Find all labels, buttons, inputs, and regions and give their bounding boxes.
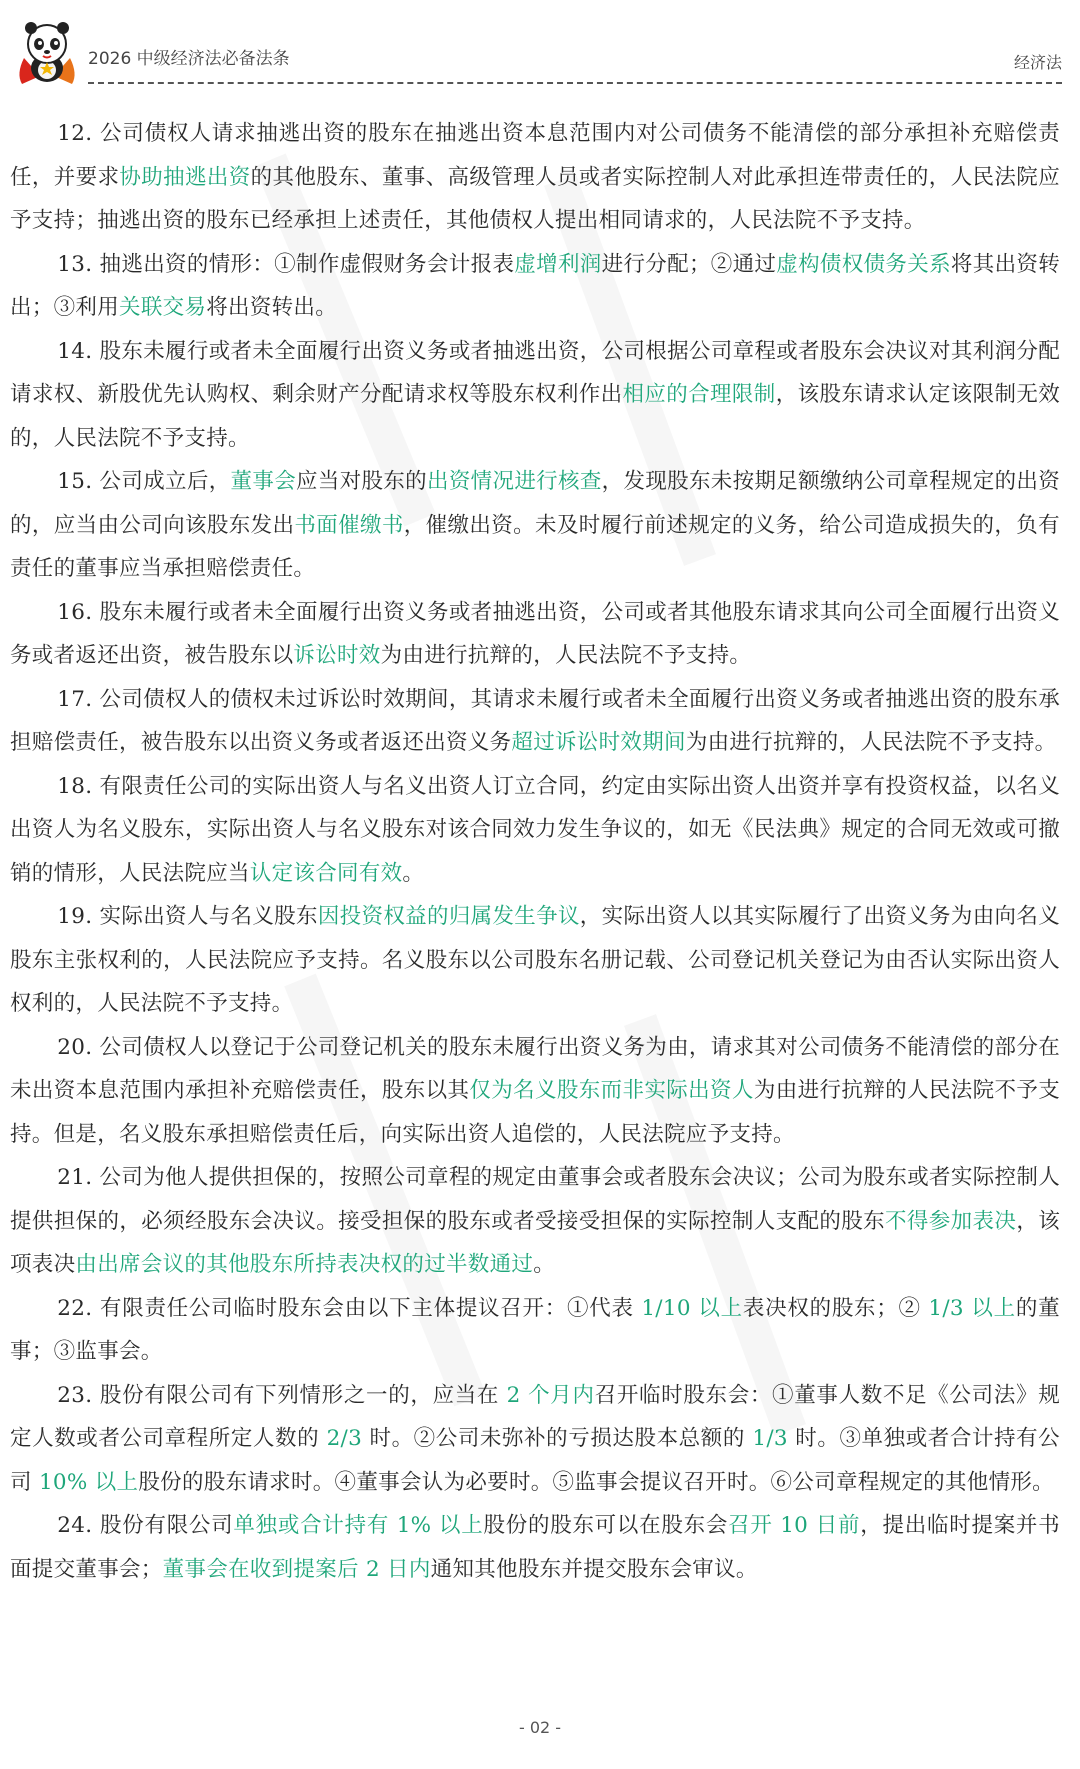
highlighted-text: 认定该合同有效 [249,860,403,886]
paragraph-text: 股份的股东请求时。④董事会认为必要时。⑤监事会提议召开时。⑥公司章程规定的其他情形。 [138,1469,1054,1495]
highlighted-text: 2/3 [326,1426,363,1451]
page-header [0,0,1080,92]
paragraph-text: 的董事；③监事会。 [10,1295,1060,1364]
highlighted-text: 1/3 以上 [928,1295,1016,1321]
paragraph-text: 16. 股东未履行或者未全面履行出资义务或者抽逃出资，公司或者其他股东请求其向公司全面履行出资义务或者返还出资，被告股东以 [10,599,1060,668]
paragraph-text: 12. 公司债权人请求抽逃出资的股东在抽逃出资本息范围内对公司债务不能清偿的部分承担补充赔偿责任，并要求 [10,121,1060,190]
highlighted-text: 虚增利润 [514,251,602,277]
highlighted-text: 书面催缴书 [294,512,404,538]
paragraph-text: 18. 有限责任公司的实际出资人与名义出资人订立合同，约定由实际出资人出资并享有投资权益，以名义出资人为名义股东，实际出资人与名义股东对该合同效力发生争议的，如无《民法典》规定的合同无效或可撤销的情形，人民法院应当 [10,773,1060,886]
highlighted-text: 董事会 [230,469,297,494]
clause-paragraph [10,765,1060,896]
highlighted-text: 关联交易 [119,295,207,320]
paragraph-text: 21. 公司为他人提供担保的，按照公司章程的规定由董事会或者股东会决议；公司为股东或者实际控制人提供担保的，必须经股东会决议。接受担保的股东或者受接受担保的实际控制人支配的股东 [10,1165,1060,1234]
article-body [10,112,1060,1591]
paragraph-text: 表决权的股东；② [742,1295,929,1321]
highlighted-text: 10% 以上 [38,1469,139,1495]
clause-paragraph [10,460,1060,591]
paragraph-text: 将出资转出。 [206,295,338,320]
clause-paragraph [10,1287,1060,1374]
paragraph-text: 时。②公司未弥补的亏损达股本总额的 [362,1426,753,1451]
clause-paragraph [10,1374,1060,1505]
highlighted-text: 不得参加表决 [885,1208,1017,1234]
paragraph-text: 20. 公司债权人以登记于公司登记机关的股东未履行出资义务为由，请求其对公司债务不能清偿的部分在未出资本息范围内承担补充赔偿责任，股东以其 [10,1034,1060,1103]
paragraph-text: ，催缴出资。未及时履行前述规定的义务，给公司造成损失的，负有责任的董事应当承担赔偿责任。 [10,512,1060,581]
clause-paragraph [10,591,1060,678]
highlighted-text: 相应的合理限制 [622,382,776,407]
document-title: 2026 中级经济法必备法条 [88,49,290,69]
paragraph-text: 召开临时股东会：①董事人数不足《公司法》规定人数或者公司章程所定人数的 [10,1382,1060,1451]
paragraph-text: ，提出临时提案并书面提交董事会； [10,1513,1060,1582]
paragraph-text: ，该项表决 [10,1208,1060,1277]
paragraph-text: 时。③单独或者合计持有公司 [10,1426,1060,1495]
paragraph-text: 13. 抽逃出资的情形：①制作虚假财务会计报表 [57,251,515,277]
highlighted-text: 1/3 [752,1426,788,1451]
paragraph-text: ，发现股东未按期足额缴纳公司章程规定的出资的，应当由公司向该股东发出 [10,469,1061,538]
paragraph-text: 应当对股东的 [296,469,428,494]
paragraph-text: 。 [533,1252,556,1277]
clause-paragraph [10,330,1060,461]
paragraph-text: 22. 有限责任公司临时股东会由以下主体提议召开：①代表 [57,1295,642,1321]
paragraph-text: ，该股东请求认定该限制无效的，人民法院不予支持。 [10,382,1061,451]
header-divider [88,82,1062,84]
highlighted-text: 董事会在收到提案后 2 日内 [162,1556,431,1582]
paragraph-text: 将其出资转出；③利用 [10,251,1061,320]
page-number: - 02 - [518,1718,562,1737]
clause-paragraph [10,112,1060,243]
highlighted-text: 虚构债权债务关系 [776,251,951,277]
paragraph-text: 15. 公司成立后， [57,469,231,494]
paragraph-text: 17. 公司债权人的债权未过诉讼时效期间，其请求未履行或者未全面履行出资义务或者抽逃出资的股东承担赔偿责任，被告股东以出资义务或者返还出资义务 [10,686,1060,755]
paragraph-text: 19. 实际出资人与名义股东 [57,904,318,929]
paragraph-text: 23. 股份有限公司有下列情形之一的，应当在 [57,1382,507,1408]
highlighted-text: 2 个月内 [506,1382,595,1408]
paragraph-text: 通知其他股东并提交股东会审议。 [430,1556,758,1582]
highlighted-text: 超过诉讼时效期间 [511,730,686,755]
highlighted-text: 1/10 以上 [641,1295,743,1321]
paragraph-text: ，实际出资人以其实际履行了出资义务为由向名义股东主张权利的，人民法院应予支持。名义股东以公司股东名册记载、公司登记机关登记为由否认实际出资人权利的，人民法院不予支持。 [10,904,1060,1016]
paragraph-text: 24. 股份有限公司 [57,1513,234,1538]
subject-label: 经济法 [1013,53,1062,72]
clause-paragraph [10,1026,1060,1157]
paragraph-text: 。 [402,860,425,886]
paragraph-text: 为由进行抗辩的，人民法院不予支持。 [685,730,1057,755]
highlighted-text: 协助抽逃出资 [119,164,251,190]
highlighted-text: 由出席会议的其他股东所持表决权的过半数通过 [75,1252,534,1277]
highlighted-text: 仅为名义股东而非实际出资人 [469,1078,754,1103]
clause-paragraph [10,243,1060,330]
paragraph-text: 股份的股东可以在股东会 [483,1513,729,1538]
clause-paragraph [10,895,1060,1026]
highlighted-text: 因投资权益的归属发生争议 [317,904,580,929]
highlighted-text: 出资情况进行核查 [427,469,602,494]
clause-paragraph [10,1504,1060,1591]
highlighted-text: 单独或合计持有 1% 以上 [233,1513,484,1538]
paragraph-text: 进行分配；②通过 [601,251,777,277]
clause-paragraph [10,678,1060,765]
highlighted-text: 召开 10 日前 [728,1513,861,1538]
highlighted-text: 诉讼时效 [293,643,381,668]
paragraph-text: 14. 股东未履行或者未全面履行出资义务或者抽逃出资，公司根据公司章程或者股东会决议对其利润分配请求权、新股优先认购权、剩余财产分配请求权等股东权利作出 [10,338,1060,407]
paragraph-text: 为由进行抗辩的人民法院不予支持。但是，名义股东承担赔偿责任后，向实际出资人追偿的，人民法院应予支持。 [10,1078,1061,1147]
paragraph-text: 的其他股东、董事、高级管理人员或者实际控制人对此承担连带责任的，人民法院应予支持；抽逃出资的股东已经承担上述责任，其他债权人提出相同请求的，人民法院不予支持。 [10,164,1060,233]
clause-paragraph [10,1156,1060,1287]
panda-mascot-logo [10,14,84,88]
paragraph-text: 为由进行抗辩的，人民法院不予支持。 [380,643,752,668]
